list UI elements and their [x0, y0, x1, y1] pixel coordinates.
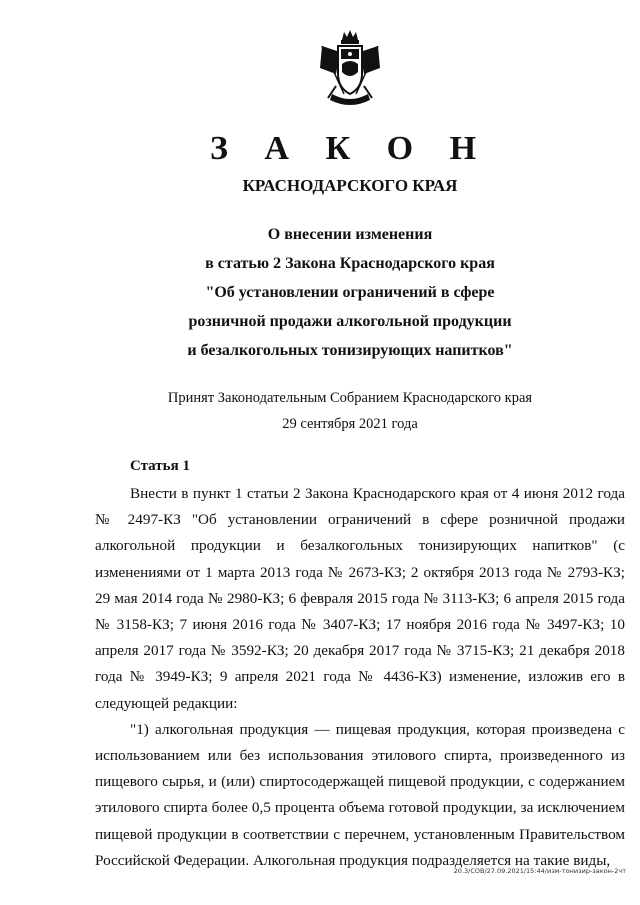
subject-line-2: в статью 2 Закона Краснодарского края	[205, 255, 495, 272]
subject-line-1: О внесении изменения	[267, 226, 433, 243]
article-title: Статья 1	[130, 458, 190, 474]
coat-of-arms-emblem	[314, 28, 386, 110]
footer-code: 20.3/СОВ/27.09.2021/15:44/изм-тонизир-закон-2чт	[453, 867, 626, 875]
article-body	[95, 481, 625, 874]
law-heading: З А К О Н	[209, 130, 491, 167]
article-paragraph-2: "1) алкогольная продукция — пищевая продукция, которая произведена с использованием или без использования этилового спирта, произведенного из пищевого сырья, и (или) спиртосодержащей пищевой продукции, с содержанием этилового спирта более 0,5 процента объема готовой продукции, за исключением пищевой продукции в соответствии с перечнем, установленным Правительством Российской Федерации. Алкогольная продукция подразделяется на такие виды,	[95, 720, 625, 869]
accepted-date: 29 сентября 2021 года	[282, 416, 418, 432]
subject-line-5: и безалкогольных тонизирующих напитков"	[187, 342, 513, 359]
subject-line-3: "Об установлении ограничений в сфере	[205, 284, 495, 301]
subject-line-4: розничной продажи алкогольной продукции	[188, 313, 512, 330]
article-paragraph-1: Внести в пункт 1 статьи 2 Закона Краснодарского края от 4 июня 2012 года № 2497-КЗ "Об установлении ограничений в сфере розничной продажи алкогольной продукции и безалкогольных тонизирующих напитков" (с изменениями от 1 марта 2013 года № 2673-КЗ; 2 октября 2013 года № 2793-КЗ; 29 мая 2014 года № 2980-КЗ; 6 февраля 2015 года № 3113-КЗ; 6 апреля 2015 года № 3158-КЗ; 7 июня 2016 года № 3407-КЗ; 17 ноября 2016 года № 3497-КЗ; 10 апреля 2017 года № 3592-КЗ; 20 декабря 2017 года № 3715-КЗ; 21 декабря 2018 года № 3949-КЗ; 9 апреля 2021 года № 4436-КЗ) изменение, изложив его в следующей редакции:	[95, 485, 625, 712]
region-heading: КРАСНОДАРСКОГО КРАЯ	[242, 176, 458, 195]
accepted-by: Принят Законодательным Собранием Краснодарского края	[167, 390, 533, 406]
